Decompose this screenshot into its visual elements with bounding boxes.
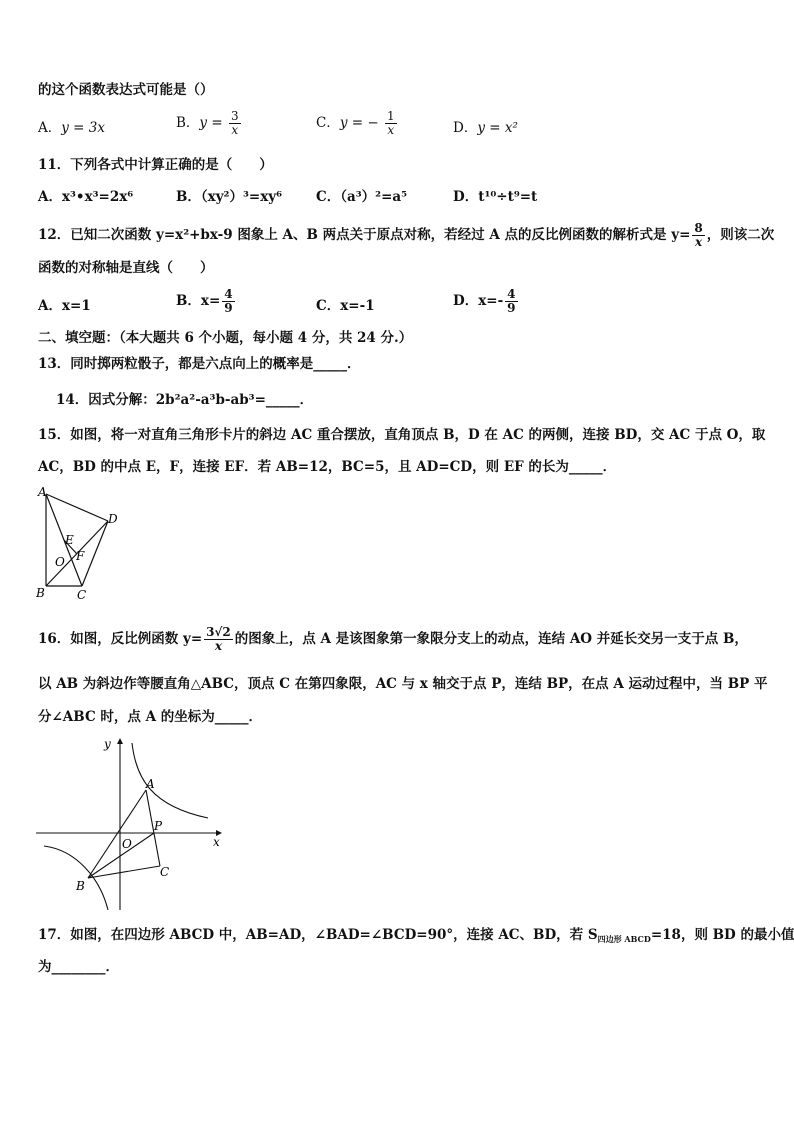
q11-stem: 11．下列各式中计算正确的是（ ） [38,157,273,173]
segment-dc [82,521,108,586]
q14-stem: 14．因式分解：2b²a²-a³b-ab³=_____． [56,392,314,408]
q16-stem-line1: 16．如图，反比例函数 y= $\frac{3√2}{x}$ 的图象上，点 A 是该图象第一象限分支上的动点，连结 AO 并延长交另一支于点 B， [38,625,748,653]
q11-option-b: B．（xy²）³=xy⁶ [176,189,282,205]
q12-option-a: A．x=1 [38,298,91,314]
hyperbola-branch-2 [44,846,108,910]
q11-option-d: D．t¹⁰÷t⁹=t [453,189,538,205]
q12-stem-line2: 函数的对称轴是直线（ ） [38,260,214,276]
label-p: P [154,819,163,833]
fraction: $\frac{8}{x}$ [694,221,703,249]
fraction: $\frac{3√2}{x}$ [206,625,231,653]
q10-stem-tail: 的这个函数表达式可能是（） [38,82,214,98]
q15-stem-line1: 15．如图，将一对直角三角形卡片的斜边 AC 重合摆放，直角顶点 B，D 在 AC 的两侧，连接 BD，交 AC 于点 O，取 [38,427,766,443]
segment-ab [88,790,146,878]
q15-stem-line2: AC，BD 的中点 E，F，连接 EF．若 AB=12，BC=5，且 AD=CD，则 EF 的长为_____． [38,459,617,475]
q15-figure [36,484,122,602]
label-b: B [36,586,45,600]
q10-option-a: A．y = 3x [38,120,105,136]
label-x: x [213,835,220,849]
label-c: C [77,588,87,602]
y-axis-arrow [117,738,123,744]
label-d: D [108,512,118,526]
label-o: O [55,555,65,569]
segment-bp [88,833,154,878]
q12-option-c: C．x=-1 [316,298,375,314]
q16-stem-line3: 分∠ABC 时，点 A 的坐标为_____． [38,709,263,725]
q12-option-b: B．x= $\frac{4}{9}$ [176,287,233,315]
q10-option-b: B．y = $\frac{3}{x}$ [176,109,239,137]
label-e: E [65,533,74,547]
label-c: C [160,865,170,879]
label-b: B [76,879,85,893]
q16-stem-line2: 以 AB 为斜边作等腰直角△ABC，顶点 C 在第四象限，AC 与 x 轴交于点 P，连结 BP，在点 A 运动过程中，当 BP 平 [38,676,768,692]
q13-stem: 13．同时掷两粒骰子，都是六点向上的概率是_____． [38,356,361,372]
q11-option-c: C．（a³）²=a⁵ [316,189,408,205]
q12-stem-line1: 12．已知二次函数 y=x²+bx-9 图象上 A、B 两点关于原点对称，若经过 A 点的反比例函数的解析式是 y= $\frac{8}{x}$ ，则该二次 [38,221,775,249]
label-o: O [122,837,132,851]
q16-figure [36,738,226,910]
label-a: A [146,777,155,791]
label-f: F [76,549,85,563]
fraction: $\frac{1}{x}$ [386,109,395,137]
fraction: $\frac{4}{9}$ [507,287,516,315]
q12-option-d: D．x=- $\frac{4}{9}$ [453,287,516,315]
q17-stem-line2: 为________． [38,959,119,975]
hyperbola-branch-1 [132,743,208,818]
q17-stem-line1: 17．如图，在四边形 ABCD 中，AB=AD，∠BAD=∠BCD=90°，连接 AC、BD，若 $S_{四边形 ABCD}=18$，则 BD 的最小值 [38,927,794,944]
q10-option-c: C．y = − $\frac{1}{x}$ [316,109,395,137]
fraction: $\frac{4}{9}$ [224,287,233,315]
label-y: y [104,738,111,751]
section-heading: 二、填空题：（本大题共 6 个小题，每小题 4 分，共 24 分.） [38,330,413,346]
q10-option-d: D．y = x² [453,120,518,136]
fraction: $\frac{3}{x}$ [230,109,239,137]
q11-option-a: A．x³•x³=2x⁶ [38,189,134,205]
label-a: A [38,485,47,499]
segment-bc [88,866,160,878]
